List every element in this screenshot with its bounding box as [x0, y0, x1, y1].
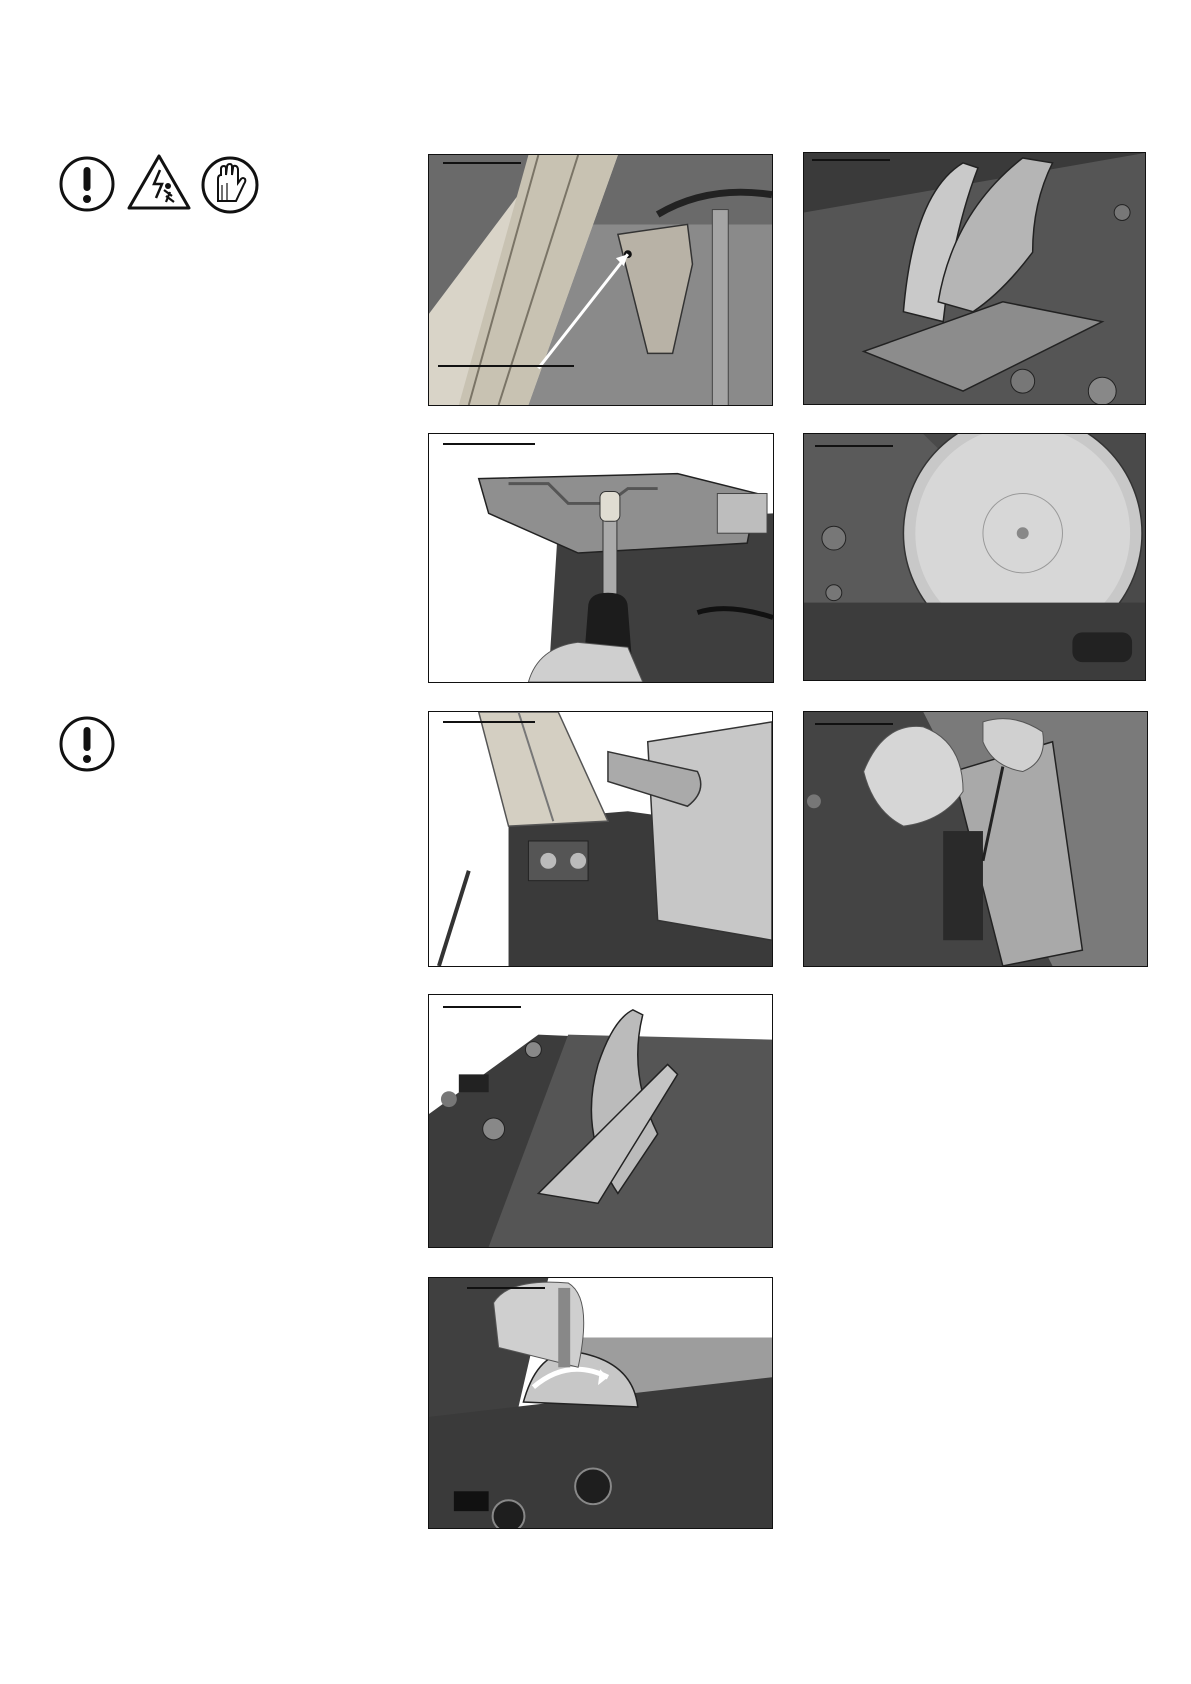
figure-label [815, 445, 893, 447]
photo-riving-knife-guard [428, 154, 773, 406]
photo-screwdriver-insert [428, 433, 774, 683]
electric-shock-warning-icon [126, 152, 192, 212]
figure-label [467, 1287, 545, 1289]
figure-label [443, 721, 535, 723]
figure-label [443, 443, 535, 445]
photo-table-insert-fitted [428, 994, 773, 1248]
photo-rotating-blade [428, 1277, 773, 1529]
figure-label [443, 1006, 521, 1008]
attention-icon [58, 715, 116, 773]
photo-table-extension [428, 711, 773, 967]
photo-hands-mounting-blade [803, 711, 1148, 967]
figure-label [812, 159, 890, 161]
figure-label [815, 723, 893, 725]
photo-saw-blade [803, 433, 1146, 681]
figure-callout [438, 365, 574, 367]
figure-label [443, 162, 521, 164]
attention-icon [58, 155, 116, 213]
wear-gloves-icon [200, 155, 260, 215]
photo-riving-knife-blade [803, 152, 1146, 405]
